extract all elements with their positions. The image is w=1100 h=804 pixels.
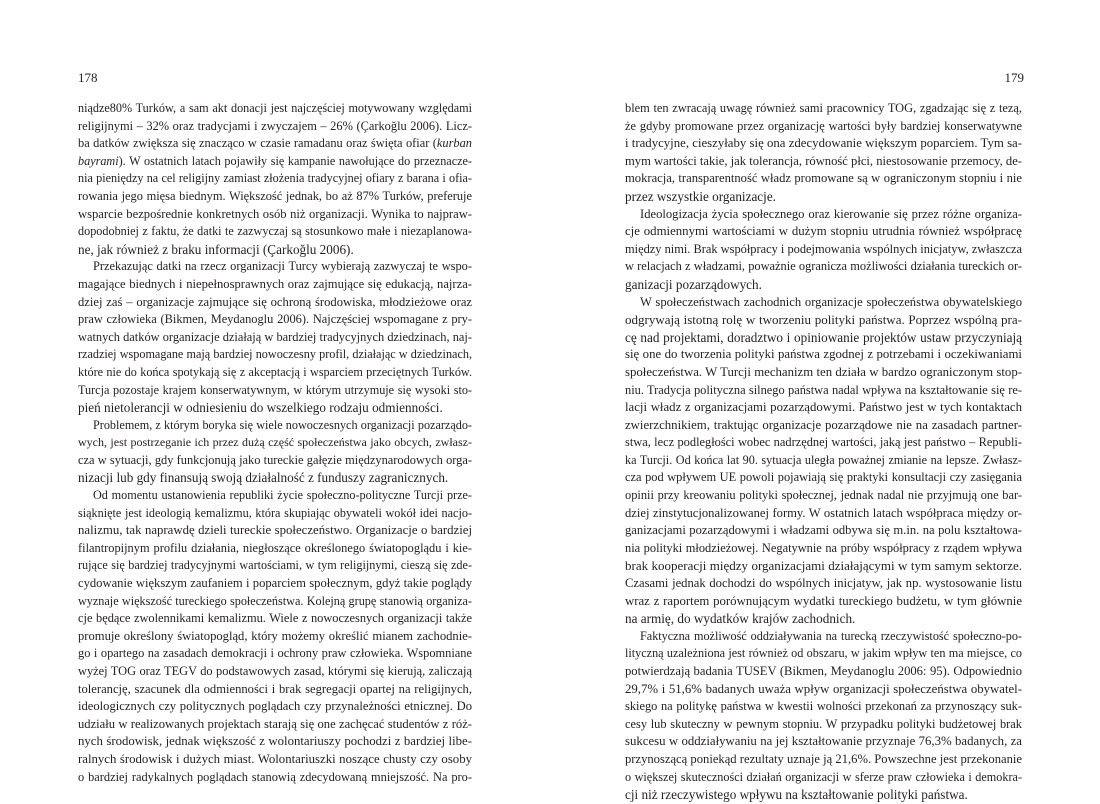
text-line: cę nad projektami, doradztwo i opiniowanie projektów ustaw przyczyniają <box>625 329 1022 345</box>
text-line: ba datków zwiększa się znacząco w czasie ramadanu oraz święta ofiar (kurban <box>78 136 472 151</box>
text-line: ralnych środowisk i dużych miast. Wolontariuszki noszące chusty czy osoby <box>78 751 472 766</box>
text-line: na armię, do wydatków krajów zachodnich. <box>625 611 856 627</box>
text-line: się one do tworzenia polityki państwa zgodnej z potrzebami i oczekiwaniami <box>625 347 1022 362</box>
text-line: o bardziej radykalnych poglądach stanowią zdecydowaną mniejszość. Na pro- <box>78 769 472 784</box>
text-line: cydowanie większym zaufaniem i poparciem społecznym, gdyż takie poglądy <box>78 576 472 591</box>
left-page <box>0 0 550 796</box>
text-line: stwa, lecz podległości wobec nadrzędnej wartości, jaką jest państwo – Republi- <box>625 435 1022 450</box>
text-line: potwierdzają badania TUSEV (Bikmen, Meydanoglu 2006: 95). Odpowiednio <box>625 664 1022 678</box>
text-line: watnych datków organizacje działają w bardziej tradycyjnych dziedzinach, naj- <box>78 329 472 344</box>
text-column <box>78 100 472 786</box>
text-line: lacji władz z organizacjami pozarządowymi. Państwo jest w tych kontaktach <box>625 400 1022 415</box>
text-line: Faktyczna możliwość oddziaływania na turecką rzeczywistość społeczno-po- <box>640 628 1022 643</box>
text-line: cza w sytuacji, gdy funkcjonują jako tureckie gałęzie międzynarodowych orga- <box>78 452 472 467</box>
text-line: cji niż rzeczywistego wpływu na kształtowanie polityki państwa. <box>625 787 968 803</box>
text-line: W społeczeństwach zachodnich organizacje społeczeństwa obywatelskiego <box>640 294 1022 309</box>
text-line: mokracja, transparentność władz promowane są w ograniczonym stopniu i nie <box>625 171 1022 186</box>
text-line: które nie do końca spotykają się z akceptacją i wsparciem przeciętnych Turków. <box>78 364 472 379</box>
text-line: wyżej TOG oraz TEGV do podstawowych zasad, którymi się kierują, zaliczają <box>78 664 472 678</box>
text-line: Turcja pozostaje krajem konserwatywnym, w którym utrzymuje się wysoki sto- <box>78 382 472 397</box>
text-line: go i opartego na zasadach demokracji i ochrony praw człowieka. Wspomniane <box>78 646 472 661</box>
text-line: rzadziej wspomagane mają bardziej nowoczesny profil, działając w dziedzinach, <box>78 347 472 362</box>
text-line: siąknięte jest ideologią kemalizmu, która skupiając obywateli wokół idei nacjo- <box>78 505 472 520</box>
text-line: promuje określony światopogląd, który możemy określić mianem zachodnie- <box>78 628 472 643</box>
text-line: skiego na politykę państwa w kwestii wolności przekonań za przynoszący suk- <box>625 699 1022 714</box>
text-line: mym wartości takie, jak tolerancja, równość płci, niestosowanie przemocy, de- <box>625 153 1022 168</box>
text-line: w relacjach z władzami, poważnie ogranicza możliwości działania tureckich or- <box>625 259 1022 274</box>
text-line: że gdyby promowane przez organizację wartości były bardziej konserwatywne <box>625 118 1022 133</box>
text-line: społeczeństwa. W Turcji mechanizm ten działa w bardzo ograniczonym stop- <box>625 364 1022 379</box>
text-line: nia pieniędzy na cel religijny zamiast złożenia tradycyjnej ofiary z barana i ofia- <box>78 171 472 186</box>
text-line: pień nietolerancji w odniesieniu do wszelkiego rodzaju odmienności. <box>78 400 443 416</box>
text-column <box>625 100 1022 804</box>
page-number: 179 <box>1004 70 1024 85</box>
text-line: brak kooperacji między organizacjami działającymi w tym samym sektorze. <box>625 558 1022 574</box>
text-line: ne, jak również z braku informacji (Çarkoğlu 2006). <box>78 241 354 257</box>
text-line: przez wszystkie organizacje. <box>625 188 776 204</box>
text-line: dziej zaś – organizacje zajmujące się ochroną środowiska, młodzieżowe oraz <box>78 294 472 309</box>
text-line: praw człowieka (Bikmen, Meydanoglu 2006). Najczęściej wspomagane z pry- <box>78 312 472 327</box>
text-line: o większej skuteczności działań organizacji w sferze praw człowieka i demokra- <box>625 769 1022 784</box>
text-line: wyznaje większość tureckiego społeczeństwa. Kolejną grupę stanowią organiza- <box>78 593 472 608</box>
text-line: wsparcie bezpośrednie konkretnych osób niż organizacji. Wynika to najpraw- <box>78 206 472 221</box>
text-line: tolerancję, szacunek dla odmienności i brak segregacji opartej na religijnych, <box>78 681 472 696</box>
text-line: ganizacji pozarządowych. <box>625 276 762 292</box>
text-line: Ideologizacja życia społecznego oraz kierowanie się przez różne organiza- <box>640 206 1022 221</box>
text-line: filantropijnym profilu działania, niegłoszące określonego światopoglądu i kie- <box>78 540 472 555</box>
text-line: dopodobniej z faktu, że datki te zazwyczaj są stosunkowo małe i niezaplanowa- <box>78 224 472 239</box>
text-line: lityczną uzależniona jest również od obszaru, w jakim wpływ ten ma miejsce, co <box>625 646 1022 661</box>
text-line: rowania jego mięsa biednym. Większość jednak, bo aż 87% Turków, preferuje <box>78 188 472 203</box>
text-line: Przekazując datki na rzecz organizacji Turcy wybierają zazwyczaj te wspo- <box>93 259 472 274</box>
text-line: zwierzchnikiem, traktując organizacje pozarządowe nie na zasadach partner- <box>625 417 1022 432</box>
text-line: ka Turcji. Od końca lat 90. sytuacja uległa poważnej zmianie na lepsze. Zwłasz- <box>625 452 1022 467</box>
text-line: Czasami jednak dochodzi do wspólnych inicjatyw, jak np. wystosowanie listu <box>625 576 1022 591</box>
text-line: niądze80% Turków, a sam akt donacji jest najczęściej motywowany względami <box>78 101 472 115</box>
text-line: wraz z raportem porównującym wydatki tureckiego budżetu, w tym głównie <box>625 593 1022 608</box>
text-line: 29,7% i 51,6% badanych uważa wpływ organizacji społeczeństwa obywatel- <box>625 681 1022 696</box>
text-line: blem ten zwracają uwagę również sami pracownicy TOG, zgadzając się z tezą, <box>625 101 1022 115</box>
text-line: niu. Tradycja polityczna silnego państwa nadal wpływa na kształtowanie się re- <box>625 382 1022 397</box>
text-line: nia polityki młodzieżowej. Negatywnie na próby współpracy z rządem wpływa <box>625 540 1022 555</box>
text-line: odgrywają istotną rolę w tworzeniu polityki państwa. Poprzez wspólną pra- <box>625 312 1022 328</box>
text-line: ideologicznych czy politycznych poglądach czy przynależności etnicznej. Do <box>78 699 472 714</box>
text-line: cje odmiennymi wartościami w dużym stopniu utrudnia również współpracę <box>625 224 1022 239</box>
right-page <box>550 0 1100 803</box>
text-line: dziej zinstytucjonalizowanej formy. W ostatnich latach współpraca między or- <box>625 505 1022 520</box>
text-line: przynoszącą poniekąd rezultaty uznaje ją 21,6%. Powszechne jest przekonanie <box>625 751 1022 766</box>
text-line: cza pod wpływem UE powoli pojawiają się praktyki konsultacji czy zasięgania <box>625 470 1022 485</box>
text-line: religijnymi – 32% oraz tradycjami i zwyczajem – 26% (Çarkoğlu 2006). Licz- <box>78 118 472 133</box>
text-line: i tradycyjne, cieszyłaby się ona zdecydowanie większym poparciem. Tym sa- <box>625 136 1022 151</box>
page-number: 178 <box>78 70 98 85</box>
text-line: Problemem, z którym boryka się wiele nowoczesnych organizacji pozarządo- <box>93 417 472 432</box>
text-line: między nimi. Brak współpracy i podejmowania wspólnych inicjatyw, zwłaszcza <box>625 241 1022 256</box>
text-line: udziału w realizowanych projektach starają się one zachęcać studentów z róż- <box>78 716 472 731</box>
text-line: ganizacjami pozarządowymi i władzami odbywa się m.in. na polu kształtowa- <box>625 523 1022 538</box>
text-line: nych środowisk, jednak większość z wolontariuszy pochodzi z bardziej libe- <box>78 734 472 749</box>
text-line: cesy lub skuteczny w pewnym stopniu. W przypadku polityki budżetowej brak <box>625 716 1022 731</box>
text-line: cje będące zwolennikami kemalizmu. Wiele z nowoczesnych organizacji także <box>78 611 472 626</box>
text-line: wych, jest postrzeganie ich przez dużą część społeczeństwa jako obcych, zwłasz- <box>78 435 472 450</box>
text-line: bayrami). W ostatnich latach pojawiły się kampanie nawołujące do przeznacze- <box>78 153 472 168</box>
text-line: nizacji lub gdy finansują swoją działalność z funduszy zagranicznych. <box>78 470 449 486</box>
text-line: magające biednych i niepełnosprawnych oraz zajmujące się edukacją, najrza- <box>78 276 472 291</box>
text-line: opinii przy kreowaniu polityki społecznej, jednak nadal nie przyjmują one bar- <box>625 488 1022 503</box>
text-line: sukcesu w oddziaływaniu na jej kształtowanie przyznaje 76,3% badanych, za <box>625 734 1022 749</box>
text-line: Od momentu ustanowienia republiki życie społeczno-polityczne Turcji prze- <box>93 488 472 503</box>
text-line: nalizmu, tak naprawdę dzieli tureckie społeczeństwo. Organizacje o bardziej <box>78 523 472 538</box>
text-line: rujące się bardziej tradycyjnymi wartościami, w tym religijnymi, cieszą się zde- <box>78 558 472 573</box>
